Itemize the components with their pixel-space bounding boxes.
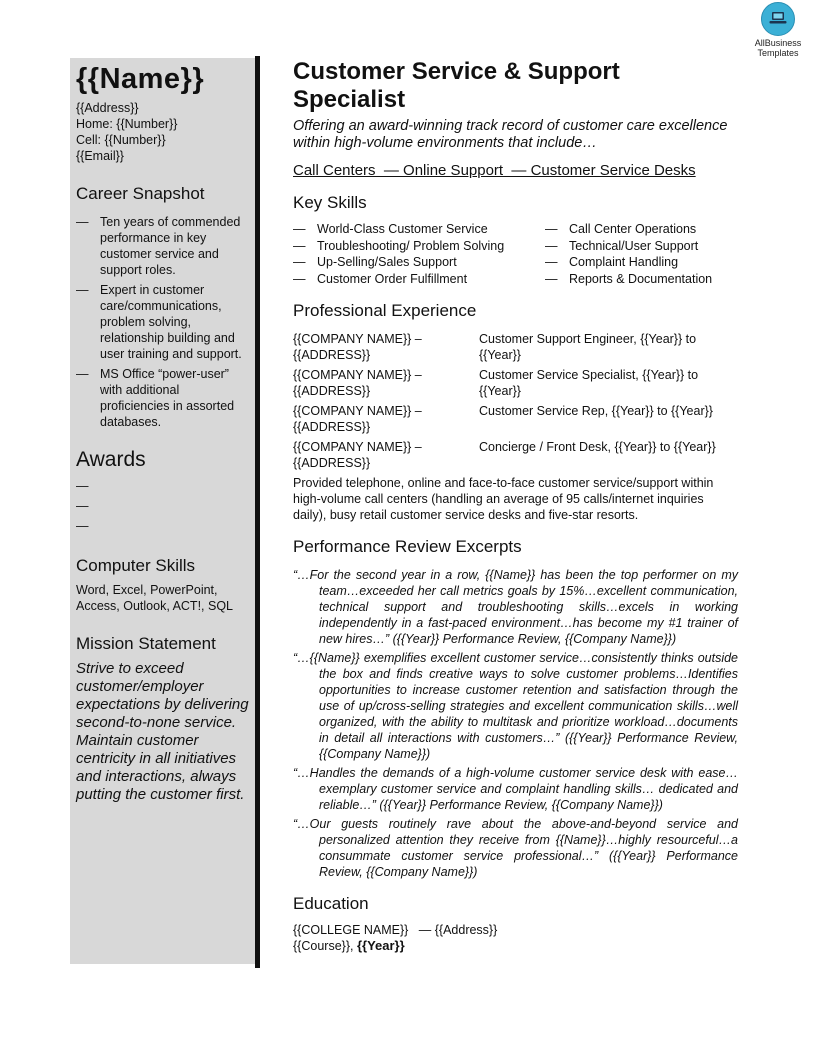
sidebar [70, 58, 255, 964]
cell-phone: Cell: {{Number}} [76, 133, 166, 147]
contact-block [76, 100, 251, 164]
tagline: Offering an award-winning track record of customer care excellence within high-volume environments that include… [293, 118, 728, 151]
experience-list [293, 331, 738, 471]
list-item: — Up-Selling/Sales Support [293, 254, 545, 271]
vertical-divider [255, 56, 260, 968]
college: {{COLLEGE NAME}} — {{Address}} [293, 923, 498, 937]
computer-skills-heading: Computer Skills [76, 556, 196, 575]
education-block [293, 922, 738, 954]
graduation-year: {{Year}} [356, 938, 405, 953]
key-skills-grid [293, 221, 738, 287]
career-snapshot-heading: Career Snapshot [76, 184, 205, 203]
career-snapshot-list [76, 214, 251, 430]
list-item: — MS Office “power-user” with additional proficiencies in assorted databases. [76, 366, 251, 430]
role: Concierge / Front Desk, {{Year}} to {{Year}} [479, 440, 716, 454]
list-item: — Troubleshooting/ Problem Solving [293, 238, 545, 255]
review-quote: “…{{Name}} exemplifies excellent customer service…consistently thinks outside the box and finds creative ways to solve customer problems…Identifies opportunities to increase customer retention and satisfaction through the use of up/cross-selling strategies and excellent communication skills…well organized, with the ability to multitask and prioritize workload…documents in detail all interactions with customers…” ({{Year}} Performance Review, {{Company Name}}) [293, 651, 738, 761]
brand-text-line1: AllBusiness [754, 38, 802, 48]
mission-heading: Mission Statement [76, 634, 216, 653]
list-item: — Reports & Documentation [545, 271, 712, 288]
experience-row [293, 403, 738, 435]
skills-column-1 [293, 221, 545, 287]
role: Customer Service Specialist, {{Year}} to {{Year}} [479, 368, 699, 398]
list-item: — Ten years of commended performance in key customer service and support roles. [76, 214, 251, 278]
role: Customer Support Engineer, {{Year}} to {{Year}} [479, 332, 697, 362]
review-quote: “…Our guests routinely rave about the above-and-beyond service and personalized attention they receive from {{Name}}…highly resourceful…a consummate customer service professional…” ({{Year}} Performance Review, {{Company Name}}) [293, 817, 738, 879]
company: {{COMPANY NAME}} – {{ADDRESS}} [293, 332, 422, 362]
page-title: Customer Service & Support Specialist [293, 58, 620, 113]
mission-text: Strive to exceed customer/employer expectations by delivering second-to-none service. Maintain customer centricity in all initiatives and interactions, always putting the customer first. [76, 660, 249, 803]
experience-row [293, 331, 738, 363]
main-content [293, 58, 738, 954]
list-item: — [76, 499, 89, 513]
candidate-name: {{Name}} [76, 63, 205, 95]
list-item: — Expert in customer care/communications, problem solving, relationship building and user training and support. [76, 282, 251, 362]
experience-summary: Provided telephone, online and face-to-face customer service/support within high-volume call centers (handling an average of 95 calls/internet inquiries daily), busy retail customer service desks and five-star resorts. [293, 476, 714, 522]
company: {{COMPANY NAME}} – {{ADDRESS}} [293, 404, 422, 434]
education-heading: Education [293, 894, 369, 913]
list-item: — Call Center Operations [545, 221, 712, 238]
key-skills-heading: Key Skills [293, 193, 367, 212]
review-quote: “…For the second year in a row, {{Name}} has been the top performer on my team…exceeded her call metrics goals by 15%…excellent communication, technical support and troubleshooting skills…excels in working independently in a fast-paced environment…has become my #1 trainer of new hires…” ({{Year}} Performance Review, {{Company Name}}) [293, 568, 738, 646]
reviews-heading: Performance Review Excerpts [293, 537, 522, 556]
company: {{COMPANY NAME}} – {{ADDRESS}} [293, 368, 422, 398]
brand-text-line2: Templates [757, 48, 799, 58]
brand-text [748, 38, 808, 58]
awards-heading: Awards [76, 448, 146, 471]
service-areas: Call Centers — Online Support — Customer Service Desks [293, 162, 696, 179]
list-item: — Customer Order Fulfillment [293, 271, 545, 288]
skills-column-2 [545, 221, 712, 287]
list-item: — Complaint Handling [545, 254, 712, 271]
experience-heading: Professional Experience [293, 301, 477, 320]
list-item: — World-Class Customer Service [293, 221, 545, 238]
address: {{Address}} [76, 101, 139, 115]
course: {{Course}}, [293, 939, 357, 953]
course-line [293, 938, 738, 954]
laptop-icon [761, 2, 795, 36]
experience-row [293, 367, 738, 399]
brand-logo [748, 2, 808, 58]
reviews-list [293, 567, 738, 880]
review-quote: “…Handles the demands of a high-volume customer service desk with ease…exemplary customer service and complaint handling skills… dedicated and reliable…” ({{Year}} Performance Review, {{Company Name}}) [293, 766, 738, 812]
list-item: — [76, 479, 89, 493]
experience-row [293, 439, 738, 471]
computer-skills-text: Word, Excel, PowerPoint, Access, Outlook, ACT!, SQL [76, 583, 234, 613]
list-item: — [76, 519, 89, 533]
email: {{Email}} [76, 149, 124, 163]
list-item: — Technical/User Support [545, 238, 712, 255]
role: Customer Service Rep, {{Year}} to {{Year}} [479, 404, 713, 418]
company: {{COMPANY NAME}} – {{ADDRESS}} [293, 440, 422, 470]
home-phone: Home: {{Number}} [76, 117, 178, 131]
awards-list [76, 476, 251, 536]
